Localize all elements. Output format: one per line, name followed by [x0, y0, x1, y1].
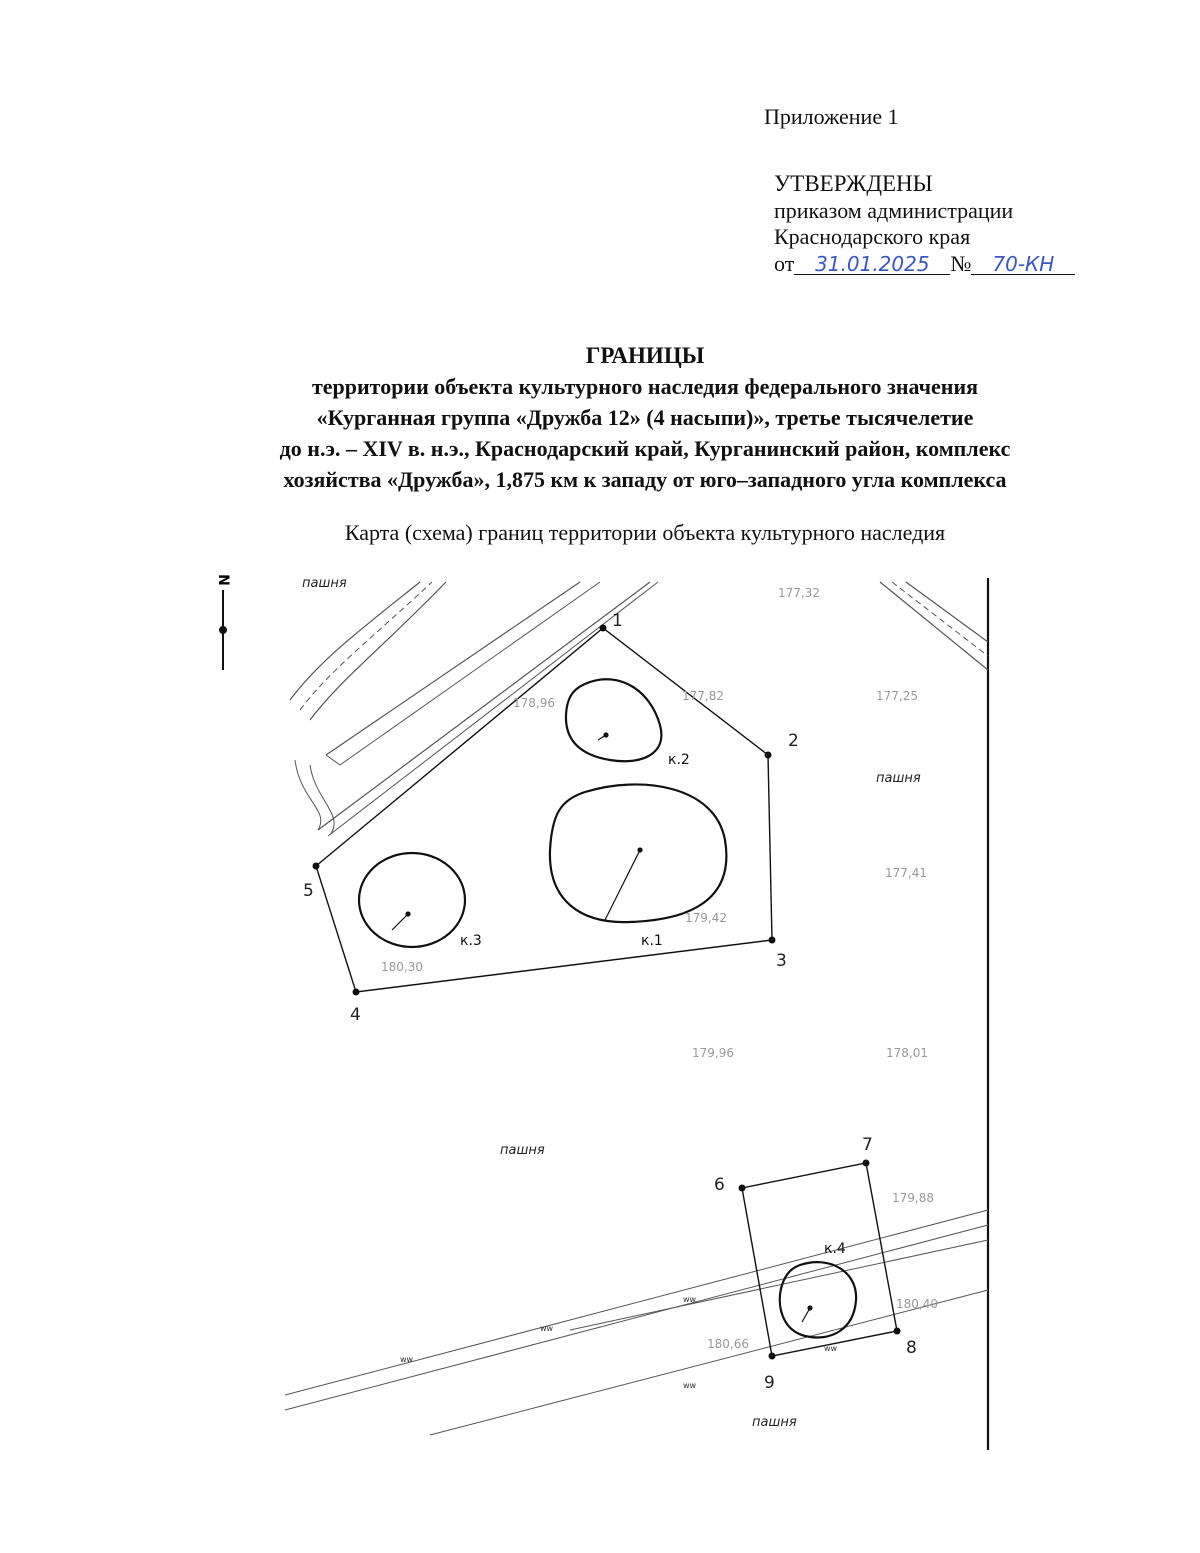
boundary-point [353, 989, 360, 996]
heading-line-4: хозяйства «Дружба», 1,875 км к западу от юго–западного угла комплекса [283, 467, 1007, 492]
north-label: N [215, 574, 231, 586]
elevation-marks [381, 586, 938, 1351]
annex-label: Приложение 1 [764, 104, 899, 129]
field-labels [302, 576, 921, 1430]
point-label-8: 8 [906, 1338, 917, 1358]
handwritten-number: 70-КН [971, 254, 1075, 275]
point-label-1: 1 [612, 611, 623, 631]
line-marker: ww [683, 1295, 697, 1304]
order-line-1: приказом администрации [774, 197, 1014, 223]
point-labels [303, 611, 917, 1393]
north-arrow-icon [215, 574, 231, 670]
point-label-2: 2 [788, 731, 799, 751]
boundary-map [0, 560, 1200, 1460]
boundary-point [769, 937, 776, 944]
mound-4 [780, 1262, 856, 1337]
mound-label-4: к.4 [824, 1241, 846, 1257]
point-label-6: 6 [714, 1175, 725, 1195]
point-label-5: 5 [303, 881, 314, 901]
approved-label: УТВЕРЖДЕНЫ [774, 171, 933, 197]
field-label: пашня [500, 1143, 545, 1158]
line-marker: ww [683, 1381, 697, 1390]
mound-label-3: к.3 [460, 933, 482, 949]
elevation-label: 180,40 [896, 1297, 938, 1311]
line-marker: ww [400, 1355, 414, 1364]
order-line-2: Краснодарского края [774, 224, 971, 250]
line-marker: ww [824, 1344, 838, 1353]
line-marker: ww [540, 1324, 554, 1333]
elevation-label: 180,30 [381, 960, 423, 974]
date-prefix: от [774, 250, 795, 276]
boundary-point [769, 1353, 776, 1360]
elevation-label: 177,32 [778, 586, 820, 600]
handwritten-date: 31.01.2025 [794, 254, 950, 275]
heading-line-1: территории объекта культурного наследия федерального значения [311, 374, 979, 399]
heading-line-2: «Курганная группа «Дружба 12» (4 насыпи)», третье тысячелетие [316, 405, 974, 430]
point-label-4: 4 [350, 1005, 361, 1025]
mound-label-2: к.2 [668, 752, 690, 768]
mound-3 [359, 853, 465, 947]
road-strips [285, 582, 988, 1435]
elevation-label: 180,66 [707, 1337, 749, 1351]
boundary-point [739, 1185, 746, 1192]
point-label-3: 3 [776, 951, 787, 971]
elevation-label: 177,25 [876, 689, 918, 703]
elevation-label: 179,88 [892, 1191, 934, 1205]
map-caption: Карта (схема) границ территории объекта культурного наследия [344, 520, 946, 545]
elevation-label: 177,82 [682, 689, 724, 703]
boundary-point [863, 1160, 870, 1167]
heading-title: ГРАНИЦЫ [585, 343, 705, 368]
elevation-label: 177,41 [885, 866, 927, 880]
field-label: пашня [876, 771, 921, 786]
elevation-label: 179,42 [685, 911, 727, 925]
elevation-label: 178,96 [513, 696, 555, 710]
number-prefix: № [950, 250, 972, 276]
heading-line-3: до н.э. – XIV в. н.э., Краснодарский край, Курганинский район, комплекс [279, 436, 1011, 461]
boundary-point [313, 863, 320, 870]
document-heading [130, 340, 1160, 495]
point-label-7: 7 [862, 1135, 873, 1155]
boundary-polygon-mound4 [742, 1163, 897, 1356]
approval-block [764, 104, 1075, 277]
boundary-polygon-main [316, 628, 772, 992]
slope-arrows [392, 733, 812, 1322]
mound-label-1: к.1 [641, 933, 663, 949]
boundary-point [894, 1328, 901, 1335]
boundary-point [765, 752, 772, 759]
field-label: пашня [752, 1415, 797, 1430]
mound-2 [566, 679, 661, 761]
point-label-9: 9 [764, 1373, 775, 1393]
order-date-line [774, 251, 1075, 277]
elevation-label: 179,96 [692, 1046, 734, 1060]
mounds [359, 679, 856, 1337]
mound-labels [460, 752, 846, 1257]
elevation-label: 178,01 [886, 1046, 928, 1060]
boundary-point [600, 625, 607, 632]
field-label: пашня [302, 576, 347, 591]
